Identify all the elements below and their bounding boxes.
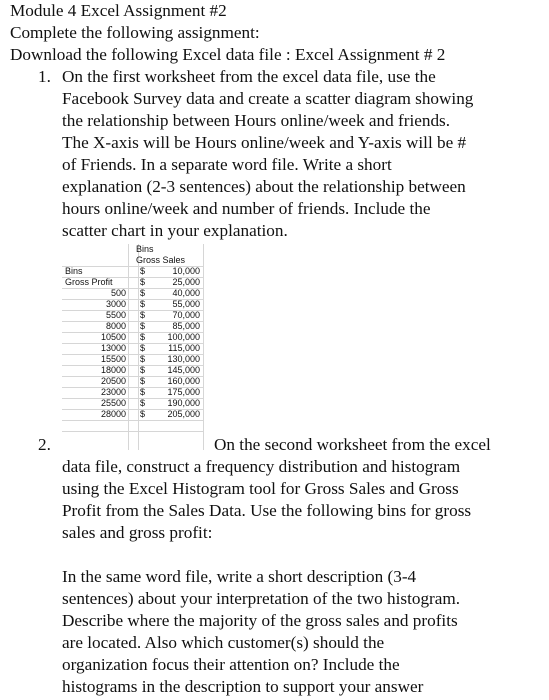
currency-cell: $ bbox=[140, 365, 146, 375]
sales-bin-cell: 100,000 bbox=[167, 332, 200, 342]
item1-line: The X-axis will be Hours online/week and Y-axis will be # bbox=[62, 133, 467, 152]
sales-bin-cell: 160,000 bbox=[167, 376, 200, 386]
profit-bin-cell: 5500 bbox=[105, 310, 126, 320]
item1-line: On the first worksheet from the excel data file, use the bbox=[62, 67, 436, 86]
currency-cell: $ bbox=[140, 387, 146, 397]
currency-cell: $ bbox=[140, 288, 146, 298]
profit-bin-cell: 15500 bbox=[100, 354, 126, 364]
item2-line: Profit from the Sales Data. Use the following bins for gross bbox=[62, 501, 472, 520]
sales-bin-cell: 205,000 bbox=[167, 409, 200, 419]
item2b-line: sentences) about your interpretation of the two histogram. bbox=[62, 589, 461, 608]
sales-bin-cell: 190,000 bbox=[167, 398, 200, 408]
profit-bins-header-top: Bins bbox=[65, 266, 83, 276]
currency-cell: $ bbox=[140, 310, 146, 320]
intro-line: Complete the following assignment: bbox=[10, 23, 260, 42]
item1-line: Facebook Survey data and create a scatter diagram showing bbox=[62, 89, 474, 108]
item1-line: scatter chart in your explanation. bbox=[62, 221, 288, 240]
sales-bin-cell: 55,000 bbox=[172, 299, 200, 309]
item2-line: sales and gross profit: bbox=[62, 523, 213, 542]
currency-cell: $ bbox=[140, 266, 146, 276]
profit-bin-cell: 18000 bbox=[100, 365, 126, 375]
item2b-line: are located. Also which customer(s) should the bbox=[62, 633, 385, 652]
profit-bin-cell: 20500 bbox=[100, 376, 126, 386]
item2b-line: organization focus their attention on? Include the bbox=[62, 655, 400, 674]
sales-bin-cell: 25,000 bbox=[172, 277, 200, 287]
item2-line: using the Excel Histogram tool for Gross Sales and Gross bbox=[62, 479, 459, 498]
download-line: Download the following Excel data file : Excel Assignment # 2 bbox=[10, 45, 446, 64]
item2b-line: histograms in the description to support your answer bbox=[62, 677, 424, 696]
currency-cell: $ bbox=[140, 299, 146, 309]
item1-line: the relationship between Hours online/week and friends. bbox=[62, 111, 451, 130]
profit-bins-header: Gross Profit bbox=[65, 277, 113, 287]
profit-bin-cell: 3000 bbox=[105, 299, 126, 309]
currency-cell: $ bbox=[140, 409, 146, 419]
item2b-line: In the same word file, write a short description (3-4 bbox=[62, 567, 417, 586]
profit-bin-cell: 13000 bbox=[100, 343, 126, 353]
sales-bin-cell: 70,000 bbox=[172, 310, 200, 320]
sales-bins-header: Gross Sales bbox=[136, 255, 186, 265]
item1-line: explanation (2-3 sentences) about the relationship between bbox=[62, 177, 466, 196]
sales-bin-cell: 10,000 bbox=[172, 266, 200, 276]
sales-bins-header-top: Bins bbox=[136, 244, 154, 254]
sales-bin-cell: 85,000 bbox=[172, 321, 200, 331]
item2-line: On the second worksheet from the excel bbox=[214, 435, 491, 454]
item2b-line: Describe where the majority of the gross sales and profits bbox=[62, 611, 458, 630]
item2-line: data file, construct a frequency distribution and histogram bbox=[62, 457, 461, 476]
profit-bin-cell: 500 bbox=[110, 288, 126, 298]
currency-cell: $ bbox=[140, 277, 146, 287]
item2-number: 2. bbox=[38, 435, 51, 454]
item1-line: hours online/week and number of friends. Include the bbox=[62, 199, 431, 218]
currency-cell: $ bbox=[140, 321, 146, 331]
currency-cell: $ bbox=[140, 354, 146, 364]
currency-cell: $ bbox=[140, 398, 146, 408]
currency-cell: $ bbox=[140, 343, 146, 353]
profit-bin-cell: 23000 bbox=[100, 387, 126, 397]
item1-line: of Friends. In a separate word file. Write a short bbox=[62, 155, 392, 174]
currency-cell: $ bbox=[140, 376, 146, 386]
sales-bin-cell: 145,000 bbox=[167, 365, 200, 375]
profit-bin-cell: 8000 bbox=[105, 321, 126, 331]
profit-bin-cell: 25500 bbox=[100, 398, 126, 408]
sales-bin-cell: 40,000 bbox=[172, 288, 200, 298]
item1-number: 1. bbox=[38, 67, 51, 86]
sales-bin-cell: 115,000 bbox=[168, 343, 200, 353]
currency-cell: $ bbox=[140, 332, 146, 342]
page-title: Module 4 Excel Assignment #2 bbox=[10, 1, 227, 20]
sales-bin-cell: 175,000 bbox=[167, 387, 200, 397]
profit-bin-cell: 28000 bbox=[100, 409, 126, 419]
bins-spreadsheet bbox=[62, 244, 204, 450]
sales-bin-cell: 130,000 bbox=[167, 354, 200, 364]
profit-bin-cell: 10500 bbox=[100, 332, 126, 342]
